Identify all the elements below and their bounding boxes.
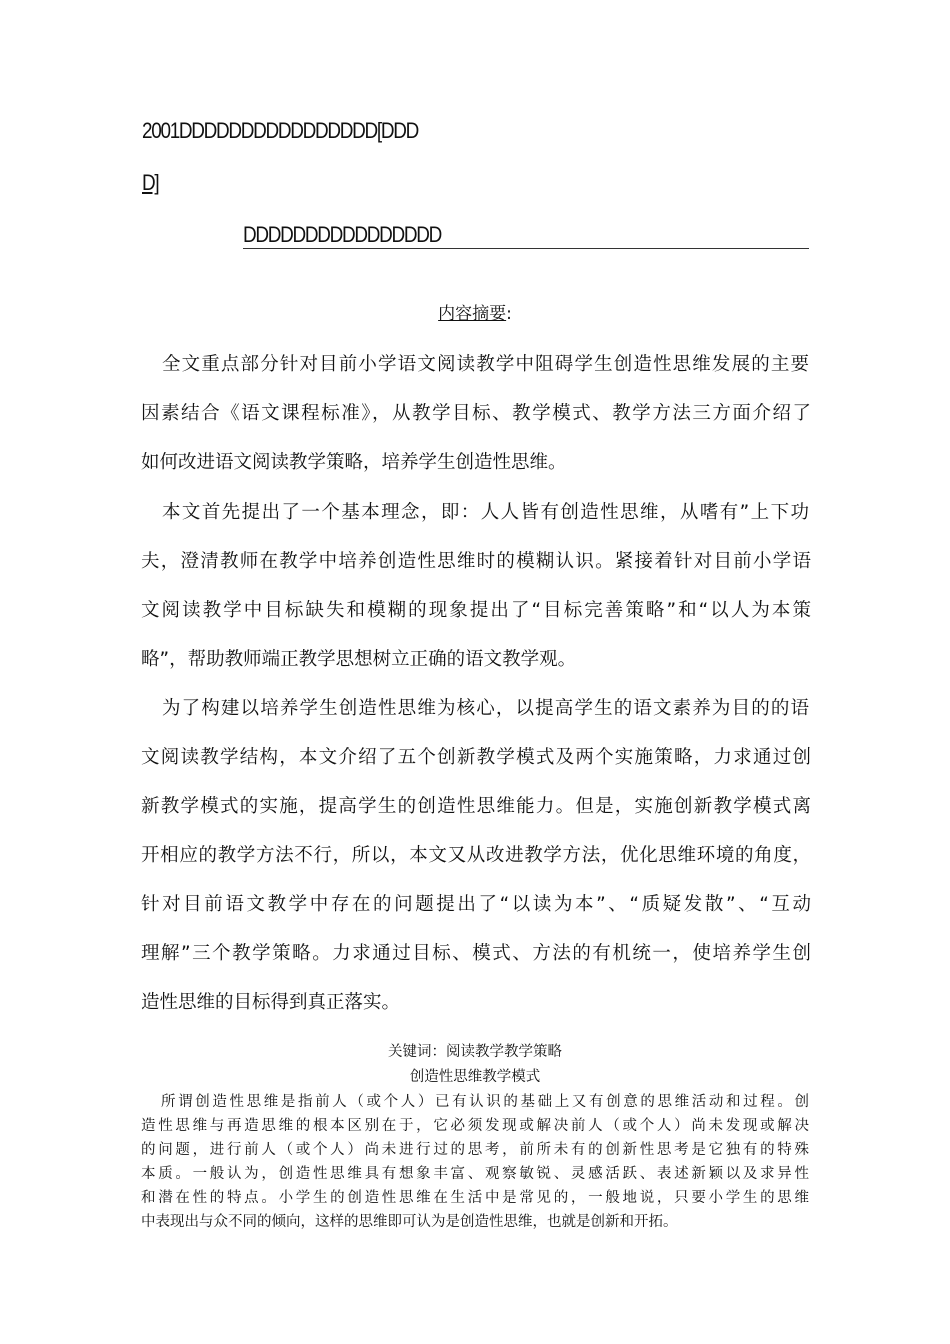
abstract-p1-line-2: 因素结合《语文课程标准》，从教学目标、教学模式、教学方法三方面介绍了 [141,403,811,424]
abstract-p2-line-3: 文阅读教学中目标缺失和模糊的现象提出了“目标完善策略”和“以人为本策 [141,600,811,621]
abstract-heading-colon: : [506,304,512,324]
abstract-p3-line-5: 针对目前语文教学中存在的问题提出了“以读为本”、“质疑发散”、“互动 [141,894,811,915]
intro-line-2: 造性思维与再造思维的根本区别在于，它必须发现或解决前人（或个人）尚未发现或解决 [141,1118,809,1134]
keywords-line-1: 关键词：阅读教学教学策略 [388,1044,562,1060]
abstract-p3-line-4: 开相应的教学方法不行，所以，本文又从改进教学方法，优化思维环境的角度， [141,845,811,866]
abstract-p3-line-7: 造性思维的目标得到真正落实。 [141,992,401,1013]
abstract-p2-line-1: 本文首先提出了一个基本理念，即：人人皆有创造性思维，从嗜有”上下功 [162,502,809,523]
abstract-p3-line-2: 文阅读教学结构，本文介绍了五个创新教学模式及两个实施策略，力求通过创 [141,747,811,768]
abstract-p1-line-3: 如何改进语文阅读教学策略，培养学生创造性思维。 [141,452,567,473]
abstract-p2-line-4: 略”，帮助教师端正教学思想树立正确的语文教学观。 [141,649,577,670]
abstract-p1-line-1: 全文重点部分针对目前小学语文阅读教学中阻碍学生创造性思维发展的主要 [162,354,809,375]
abstract-heading [0,299,950,324]
abstract-p2-line-2: 夫，澄清教师在教学中培养创造性思维时的模糊认识。紧接着针对目前小学语 [141,551,811,572]
subtitle-underline-rule [243,248,809,249]
intro-line-5: 和潜在性的特点。小学生的创造性思维在生活中是常见的，一般地说，只要小学生的思维 [141,1190,809,1206]
intro-line-4: 本质。一般认为，创造性思维具有想象丰富、观察敏锐、灵感活跃、表述新颖以及求异性 [141,1166,809,1182]
document-subtitle: DDDDDDDDDDDDDDDD [243,222,441,247]
intro-line-1: 所谓创造性思维是指前人（或个人）已有认识的基础上又有创意的思维活动和过程。创 [161,1094,809,1110]
abstract-heading-text: 内容摘要 [438,304,507,324]
document-title-line-1: 2001DDDDDDDDDDDDDDDD[DDD [142,118,418,143]
intro-line-6: 中表现出与众不同的倾向，这样的思维即可认为是创造性思维，也就是创新和开拓。 [141,1214,678,1230]
keywords-line-2: 创造性思维教学模式 [409,1069,541,1085]
abstract-p3-line-1: 为了构建以培养学生创造性思维为核心，以提高学生的语文素养为目的的语 [162,698,809,719]
abstract-p3-line-3: 新教学模式的实施，提高学生的创造性思维能力。但是，实施创新教学模式离 [141,796,811,817]
intro-line-3: 的问题，进行前人（或个人）尚未进行过的思考，前所未有的创新性思考是它独有的特殊 [141,1142,809,1158]
abstract-p3-line-6: 理解”三个教学策略。力求通过目标、模式、方法的有机统一，使培养学生创 [141,943,811,964]
document-title-line-2: D] [142,170,159,195]
